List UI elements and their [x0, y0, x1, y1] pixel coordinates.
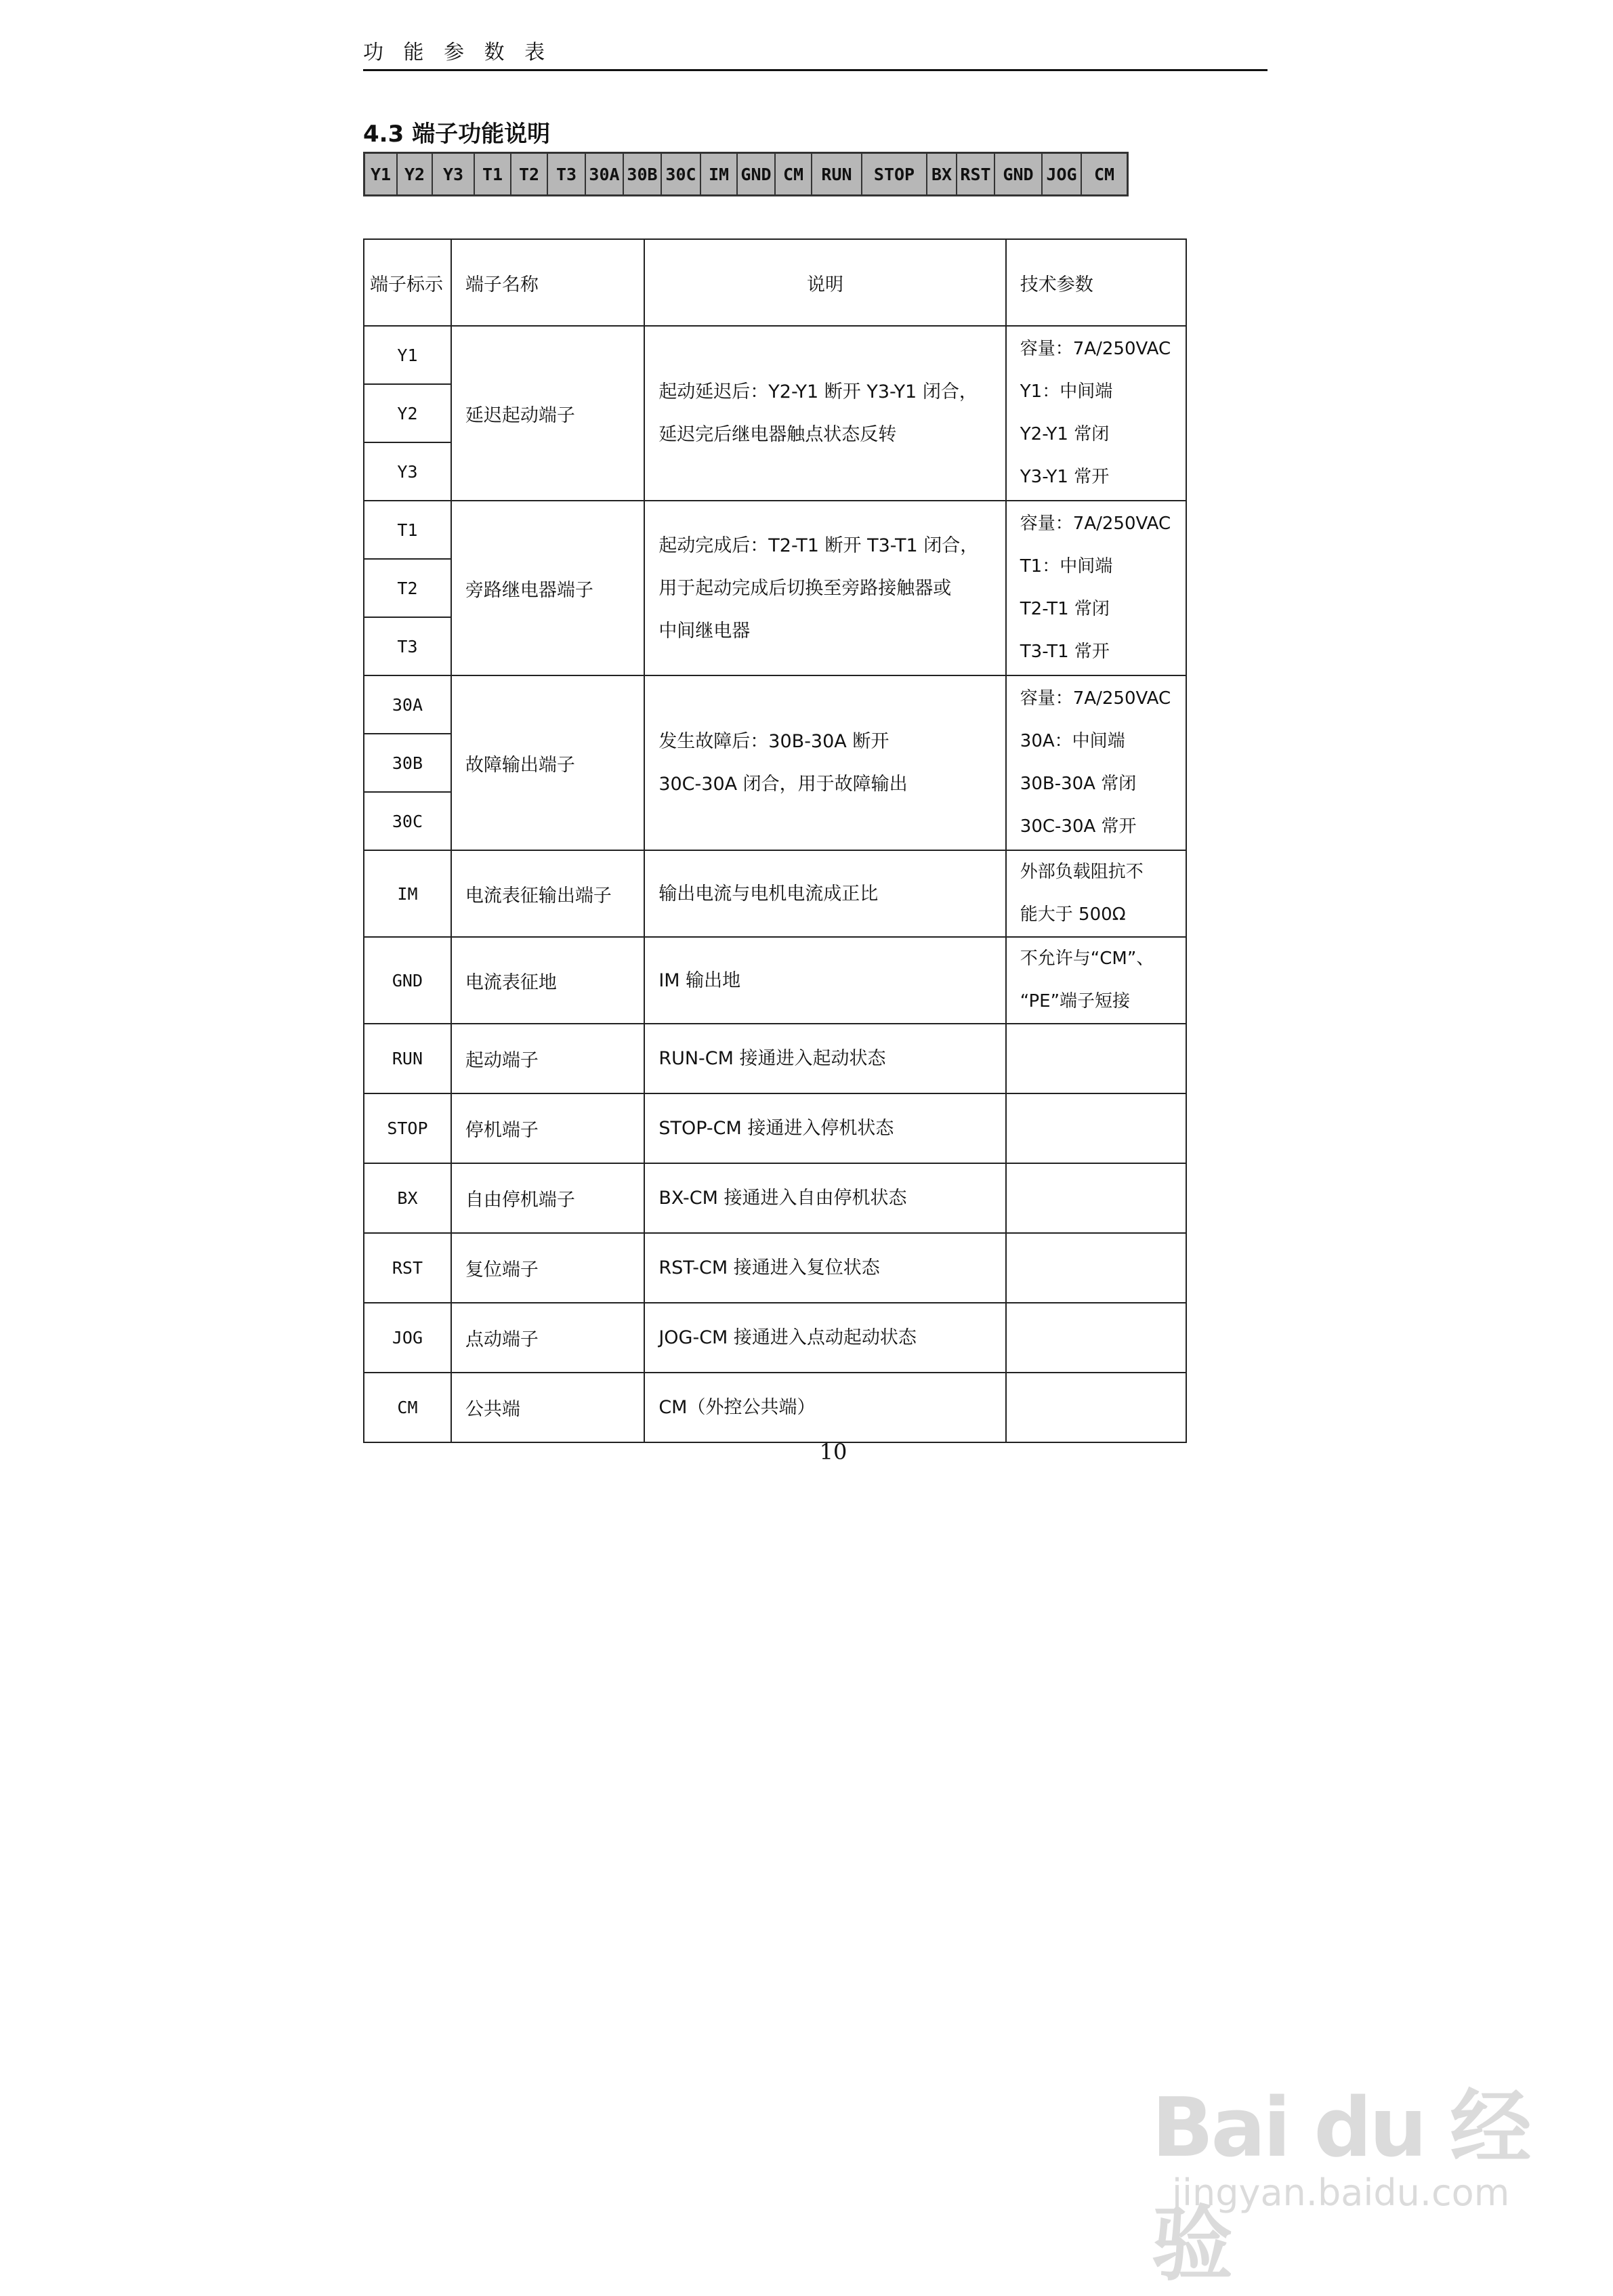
- terminal-table: [363, 238, 1187, 1443]
- page-number: 10: [819, 1439, 847, 1465]
- strip-cell: CM: [776, 154, 812, 194]
- table-row: [364, 1303, 1186, 1373]
- baidu-jingyan-watermark: [1152, 2063, 1558, 2292]
- description-line: 起动完成后：T2-T1 断开 T3-T1 闭合，: [658, 535, 979, 556]
- terminal-strip: [363, 152, 1129, 196]
- strip-cell: STOP: [862, 154, 927, 194]
- terminal-code: 30C: [364, 792, 451, 850]
- terminal-description: STOP-CM 接通进入停机状态: [644, 1093, 1005, 1163]
- tech-line: “PE”端子短接: [1020, 991, 1131, 1011]
- technical-parameters: [1006, 1024, 1186, 1093]
- tech-line: Y3-Y1 常开: [1020, 467, 1110, 487]
- watermark-brand: Bai du 经验: [1152, 2081, 1529, 2292]
- description-line: 延迟完后继电器触点状态反转: [658, 424, 897, 445]
- terminal-description: [644, 326, 1005, 501]
- strip-cell: 30C: [662, 154, 701, 194]
- technical-parameters: [1006, 501, 1186, 675]
- strip-cell: IM: [701, 154, 738, 194]
- table-row: [364, 1233, 1186, 1303]
- header-rule: [363, 69, 1268, 71]
- terminal-name: 旁路继电器端子: [451, 501, 644, 675]
- section-title: 4.3 端子功能说明: [363, 121, 551, 148]
- tech-line: T2-T1 常闭: [1020, 599, 1110, 619]
- terminal-code: BX: [364, 1163, 451, 1233]
- terminal-name: 电流表征输出端子: [451, 850, 644, 937]
- strip-cell: T1: [475, 154, 511, 194]
- strip-cell: GND: [995, 154, 1043, 194]
- tech-line: Y2-Y1 常闭: [1020, 424, 1110, 444]
- terminal-name: 公共端: [451, 1373, 644, 1442]
- terminal-code: 30B: [364, 734, 451, 792]
- strip-cell: Y1: [365, 154, 398, 194]
- terminal-code: STOP: [364, 1093, 451, 1163]
- strip-cell: JOG: [1043, 154, 1082, 194]
- running-header: 功 能 参 数 表: [363, 41, 552, 64]
- terminal-description: [644, 675, 1005, 850]
- strip-cell: RST: [957, 154, 995, 194]
- tech-line: 30A：中间端: [1020, 731, 1125, 751]
- terminal-code: RUN: [364, 1024, 451, 1093]
- table-row: [364, 1093, 1186, 1163]
- description-line: 中间继电器: [658, 620, 751, 642]
- strip-cell: Y3: [433, 154, 475, 194]
- terminal-name: 延迟起动端子: [451, 326, 644, 501]
- terminal-code: CM: [364, 1373, 451, 1442]
- strip-cell: T2: [511, 154, 548, 194]
- terminal-code: T1: [364, 501, 451, 559]
- header-name: 端子名称: [451, 239, 644, 326]
- technical-parameters: [1006, 675, 1186, 850]
- watermark-url: jingyan.baidu.com: [1172, 2171, 1510, 2214]
- strip-cell: CM: [1093, 164, 1115, 184]
- terminal-code: Y3: [364, 442, 451, 501]
- tech-line: 容量：7A/250VAC: [1020, 688, 1171, 709]
- terminal-code: T3: [364, 617, 451, 675]
- table-row: [364, 1373, 1186, 1442]
- description-line: 30C-30A 闭合，用于故障输出: [658, 774, 908, 795]
- technical-parameters: [1006, 937, 1186, 1024]
- table-row: [364, 850, 1186, 937]
- strip-cell: 30B: [624, 154, 662, 194]
- strip-cell: 30A: [586, 154, 624, 194]
- strip-cell: GND: [738, 154, 776, 194]
- terminal-description: [644, 501, 1005, 675]
- terminal-code: Y2: [364, 384, 451, 442]
- terminal-code: JOG: [364, 1303, 451, 1373]
- terminal-code: T2: [364, 559, 451, 617]
- terminal-name: 点动端子: [451, 1303, 644, 1373]
- terminal-description: CM（外控公共端）: [644, 1373, 1005, 1442]
- header-desc: 说明: [644, 239, 1005, 326]
- terminal-description: RUN-CM 接通进入起动状态: [644, 1024, 1005, 1093]
- technical-parameters: [1006, 1093, 1186, 1163]
- table-row: [364, 675, 1186, 734]
- technical-parameters: [1006, 1233, 1186, 1303]
- table-row: [364, 326, 1186, 384]
- strip-cell: Y2: [398, 154, 433, 194]
- description-line: 用于起动完成后切换至旁路接触器或: [658, 577, 952, 599]
- terminal-description: IM 输出地: [644, 937, 1005, 1024]
- terminal-description: BX-CM 接通进入自由停机状态: [644, 1163, 1005, 1233]
- strip-cell: RUN: [812, 154, 862, 194]
- tech-line: Y1：中间端: [1020, 381, 1113, 402]
- strip-cell: BX: [927, 154, 957, 194]
- terminal-name: 自由停机端子: [451, 1163, 644, 1233]
- terminal-name: 电流表征地: [451, 937, 644, 1024]
- terminal-name: 复位端子: [451, 1233, 644, 1303]
- terminal-description: 输出电流与电机电流成正比: [644, 850, 1005, 937]
- header-code: 端子标示: [364, 239, 451, 326]
- technical-parameters: [1006, 1373, 1186, 1442]
- terminal-name: 起动端子: [451, 1024, 644, 1093]
- strip-cell: T3: [548, 154, 586, 194]
- terminal-code: 30A: [364, 675, 451, 734]
- terminal-code: Y1: [364, 326, 451, 384]
- table-row: [364, 1024, 1186, 1093]
- tech-line: T3-T1 常开: [1020, 642, 1110, 662]
- terminal-code: GND: [364, 937, 451, 1024]
- technical-parameters: [1006, 1163, 1186, 1233]
- description-line: 发生故障后：30B-30A 断开: [658, 731, 889, 752]
- tech-line: 能大于 500Ω: [1020, 904, 1126, 925]
- description-line: 起动延迟后：Y2-Y1 断开 Y3-Y1 闭合，: [658, 381, 978, 402]
- tech-line: 外部负载阻抗不: [1020, 862, 1144, 882]
- technical-parameters: [1006, 326, 1186, 501]
- technical-parameters: [1006, 850, 1186, 937]
- tech-line: 不允许与“CM”、: [1020, 948, 1154, 969]
- tech-line: 容量：7A/250VAC: [1020, 514, 1171, 534]
- tech-line: 30B-30A 常闭: [1020, 774, 1137, 794]
- terminal-code: RST: [364, 1233, 451, 1303]
- tech-line: T1：中间端: [1020, 556, 1113, 577]
- terminal-name: 停机端子: [451, 1093, 644, 1163]
- tech-line: 容量：7A/250VAC: [1020, 339, 1171, 359]
- header-tech: 技术参数: [1006, 239, 1186, 326]
- terminal-code: IM: [364, 850, 451, 937]
- terminal-description: RST-CM 接通进入复位状态: [644, 1233, 1005, 1303]
- technical-parameters: [1006, 1303, 1186, 1373]
- table-header-row: [364, 239, 1186, 326]
- table-row: [364, 1163, 1186, 1233]
- table-row: [364, 937, 1186, 1024]
- tech-line: 30C-30A 常开: [1020, 816, 1137, 837]
- terminal-description: JOG-CM 接通进入点动起动状态: [644, 1303, 1005, 1373]
- terminal-name: 故障输出端子: [451, 675, 644, 850]
- table-row: [364, 501, 1186, 559]
